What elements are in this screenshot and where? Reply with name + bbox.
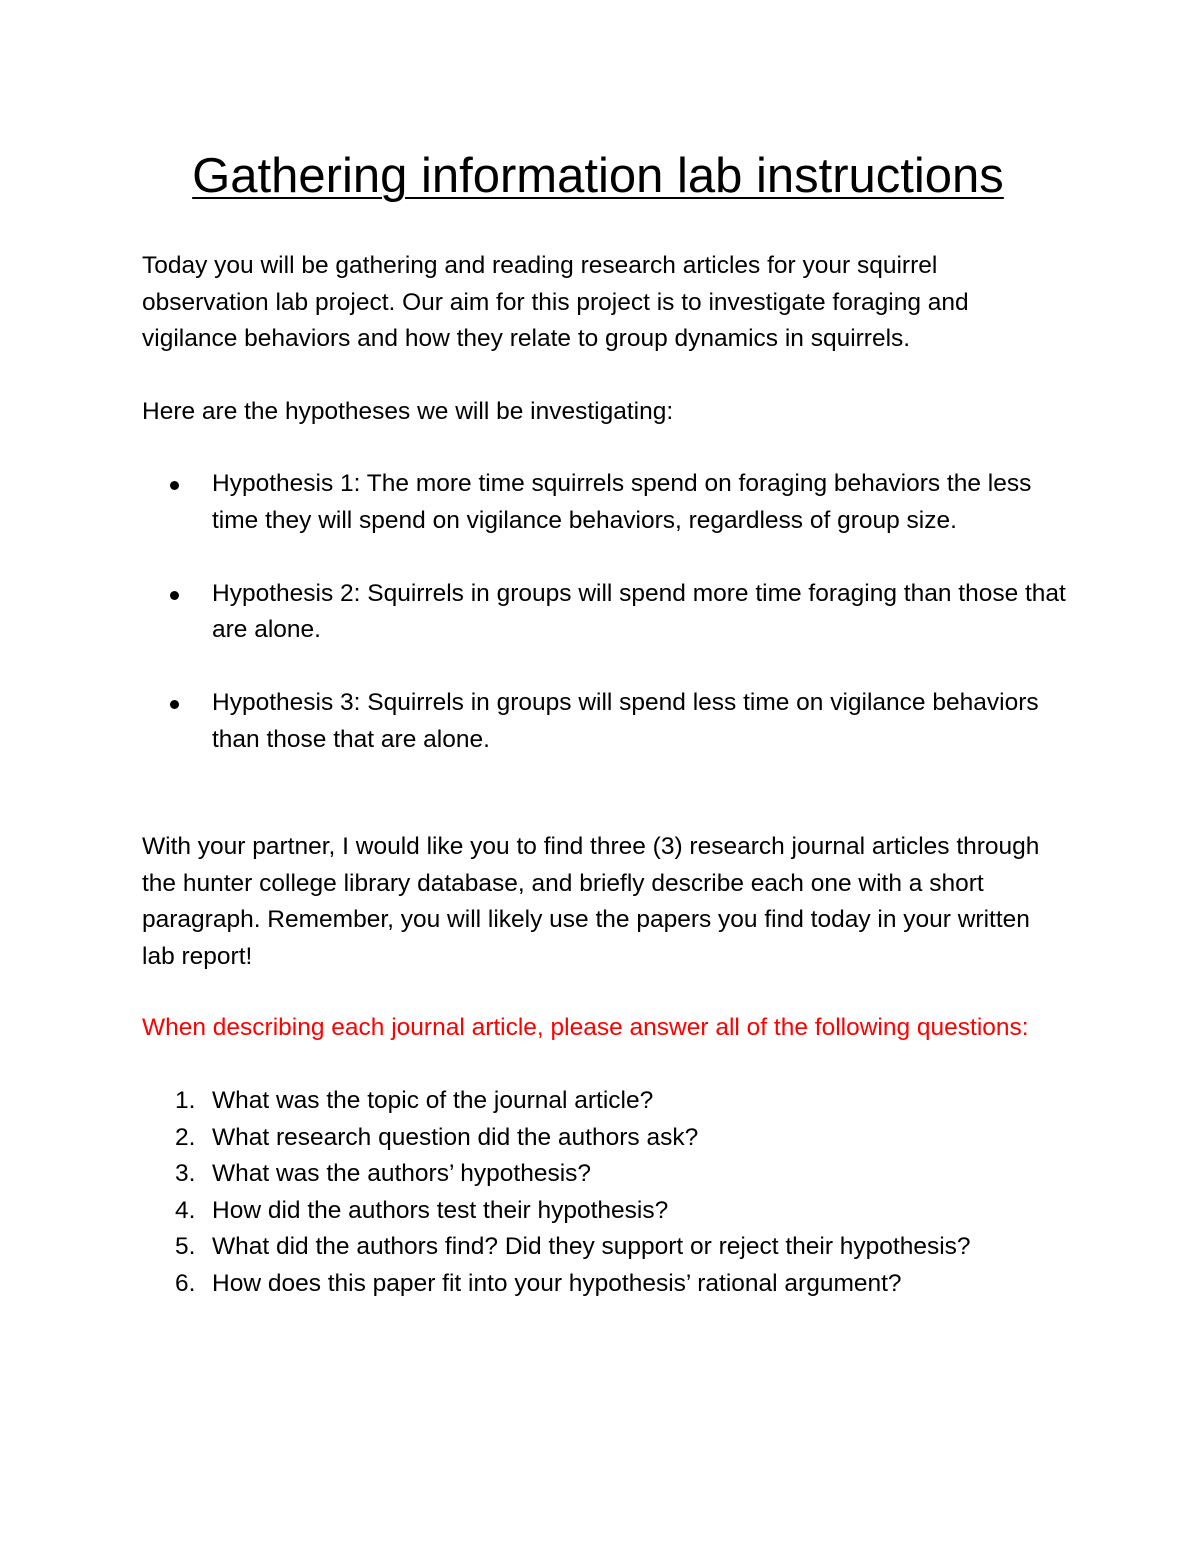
- bullet-icon: [170, 591, 179, 600]
- question-number: 3.: [175, 1160, 196, 1187]
- question-text: How did the authors test their hypothesis?: [212, 1196, 669, 1224]
- question-text: What research question did the authors ask?: [212, 1123, 699, 1151]
- question-number: 1.: [175, 1087, 196, 1114]
- list-item: [142, 576, 1067, 649]
- question-number: 6.: [175, 1269, 196, 1297]
- question-text: How does this paper fit into your hypothesis’ rational argument?: [212, 1269, 902, 1297]
- bullet-icon: [170, 700, 179, 709]
- questions-heading: When describing each journal article, please answer all of the following questions:: [142, 1014, 1029, 1041]
- intro-paragraph: Today you will be gathering and reading research articles for your squirrel observation lab project. Our aim for this project is to investigate foraging and vigilance behaviors and how they relate to group dynamics in squirrels.: [142, 252, 969, 352]
- list-item: [142, 1083, 1067, 1120]
- question-text: What was the authors’ hypothesis?: [212, 1160, 592, 1187]
- bullet-icon: [170, 481, 179, 490]
- list-item: [142, 466, 1067, 539]
- document-title: Gathering information lab instructions: [192, 149, 1004, 203]
- question-text: What was the topic of the journal article?: [212, 1087, 654, 1114]
- hypothesis-text: Hypothesis 3: Squirrels in groups will spend less time on vigilance behaviors than those that are alone.: [212, 689, 1039, 753]
- assignment-paragraph: With your partner, I would like you to find three (3) research journal articles through the hunter college library database, and briefly describe each one with a short paragraph. Remember, you will likely use the papers you find today in your written lab report!: [142, 833, 1040, 970]
- question-number: 5.: [175, 1233, 196, 1260]
- questions-list: [142, 1083, 1067, 1302]
- list-item: [142, 1156, 1067, 1193]
- question-number: 2.: [175, 1123, 196, 1151]
- hypothesis-text: Hypothesis 1: The more time squirrels spend on foraging behaviors the less time they will spend on vigilance behaviors, regardless of group size.: [212, 470, 1032, 534]
- question-number: 4.: [175, 1196, 196, 1224]
- list-item: [142, 1266, 1067, 1303]
- list-item: [142, 685, 1067, 758]
- question-text: What did the authors find? Did they support or reject their hypothesis?: [212, 1233, 971, 1260]
- hypotheses-list: [142, 466, 1067, 795]
- hypotheses-heading: Here are the hypotheses we will be investigating:: [142, 398, 674, 425]
- hypothesis-text: Hypothesis 2: Squirrels in groups will spend more time foraging than those that are alone.: [212, 579, 1066, 643]
- list-item: [142, 1193, 1067, 1230]
- list-item: [142, 1120, 1067, 1157]
- list-item: [142, 1229, 1067, 1266]
